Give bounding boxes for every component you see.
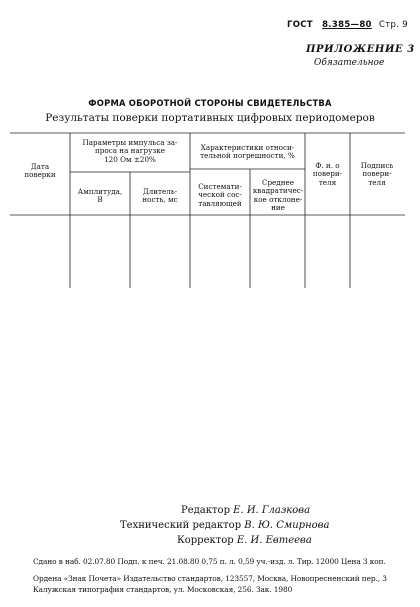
col-header-systematic: Системати- ческой сос- тавляющей [198,182,242,208]
standard-number: 8.385—80 [322,20,372,30]
tech-editor-label: Технический редактор [120,520,242,531]
page-number: Стр. 9 [379,20,408,30]
proofreader-label: Корректор [177,535,234,546]
imprint-line-1: Сдано в наб. 02.07.80 Подп. к печ. 21.08.80 0,75 п. л. 0,59 уч.-изд. л. Тир. 12000 Цена 3 коп. [33,557,386,566]
proofreader-name: Е. И. Евтеева [236,535,312,546]
proofreader-line [177,535,312,546]
form-title: ФОРМА ОБОРОТНОЙ СТОРОНЫ СВИДЕТЕЛЬСТВА [88,98,332,108]
imprint-line-3: Калужская типография стандартов, ул. Московская, 256. Зак. 1980 [33,585,293,594]
group-header-pulse-params: Параметры импульса за- проса на нагрузке 120 Ом ±20% [82,138,178,164]
gost-label: ГОСТ [287,20,313,30]
editor-line [181,505,310,516]
appendix-title: ПРИЛОЖЕНИЕ 3 [306,44,415,55]
col-header-name: Ф. и. о повери- теля [312,161,343,187]
col-header-amplitude: Амплитуда, В [77,187,123,205]
group-header-error: Характеристики относи- тельной погрешности, % [200,143,295,161]
table-subtitle: Результаты поверки портативных цифровых периодомеров [45,112,375,124]
editor-name: Е. И. Глазкова [233,505,311,516]
appendix-status: Обязательное [314,58,385,68]
tech-editor-name: В. Ю. Смирнова [244,520,330,531]
editor-label: Редактор [181,505,230,516]
col-header-signature: Подпись повери- теля [360,161,394,187]
tech-editor-line [120,520,329,531]
col-header-rms: Среднее квадратичес- кое отклоне- ние [252,178,304,213]
col-header-date: Дата поверки [24,162,56,180]
col-header-duration: Длитель- ность, мс [142,187,178,205]
imprint-line-2: Ордена «Знак Почета» Издательство стандартов, 123557, Москва, Новопресненский пер., 3 [33,574,387,583]
